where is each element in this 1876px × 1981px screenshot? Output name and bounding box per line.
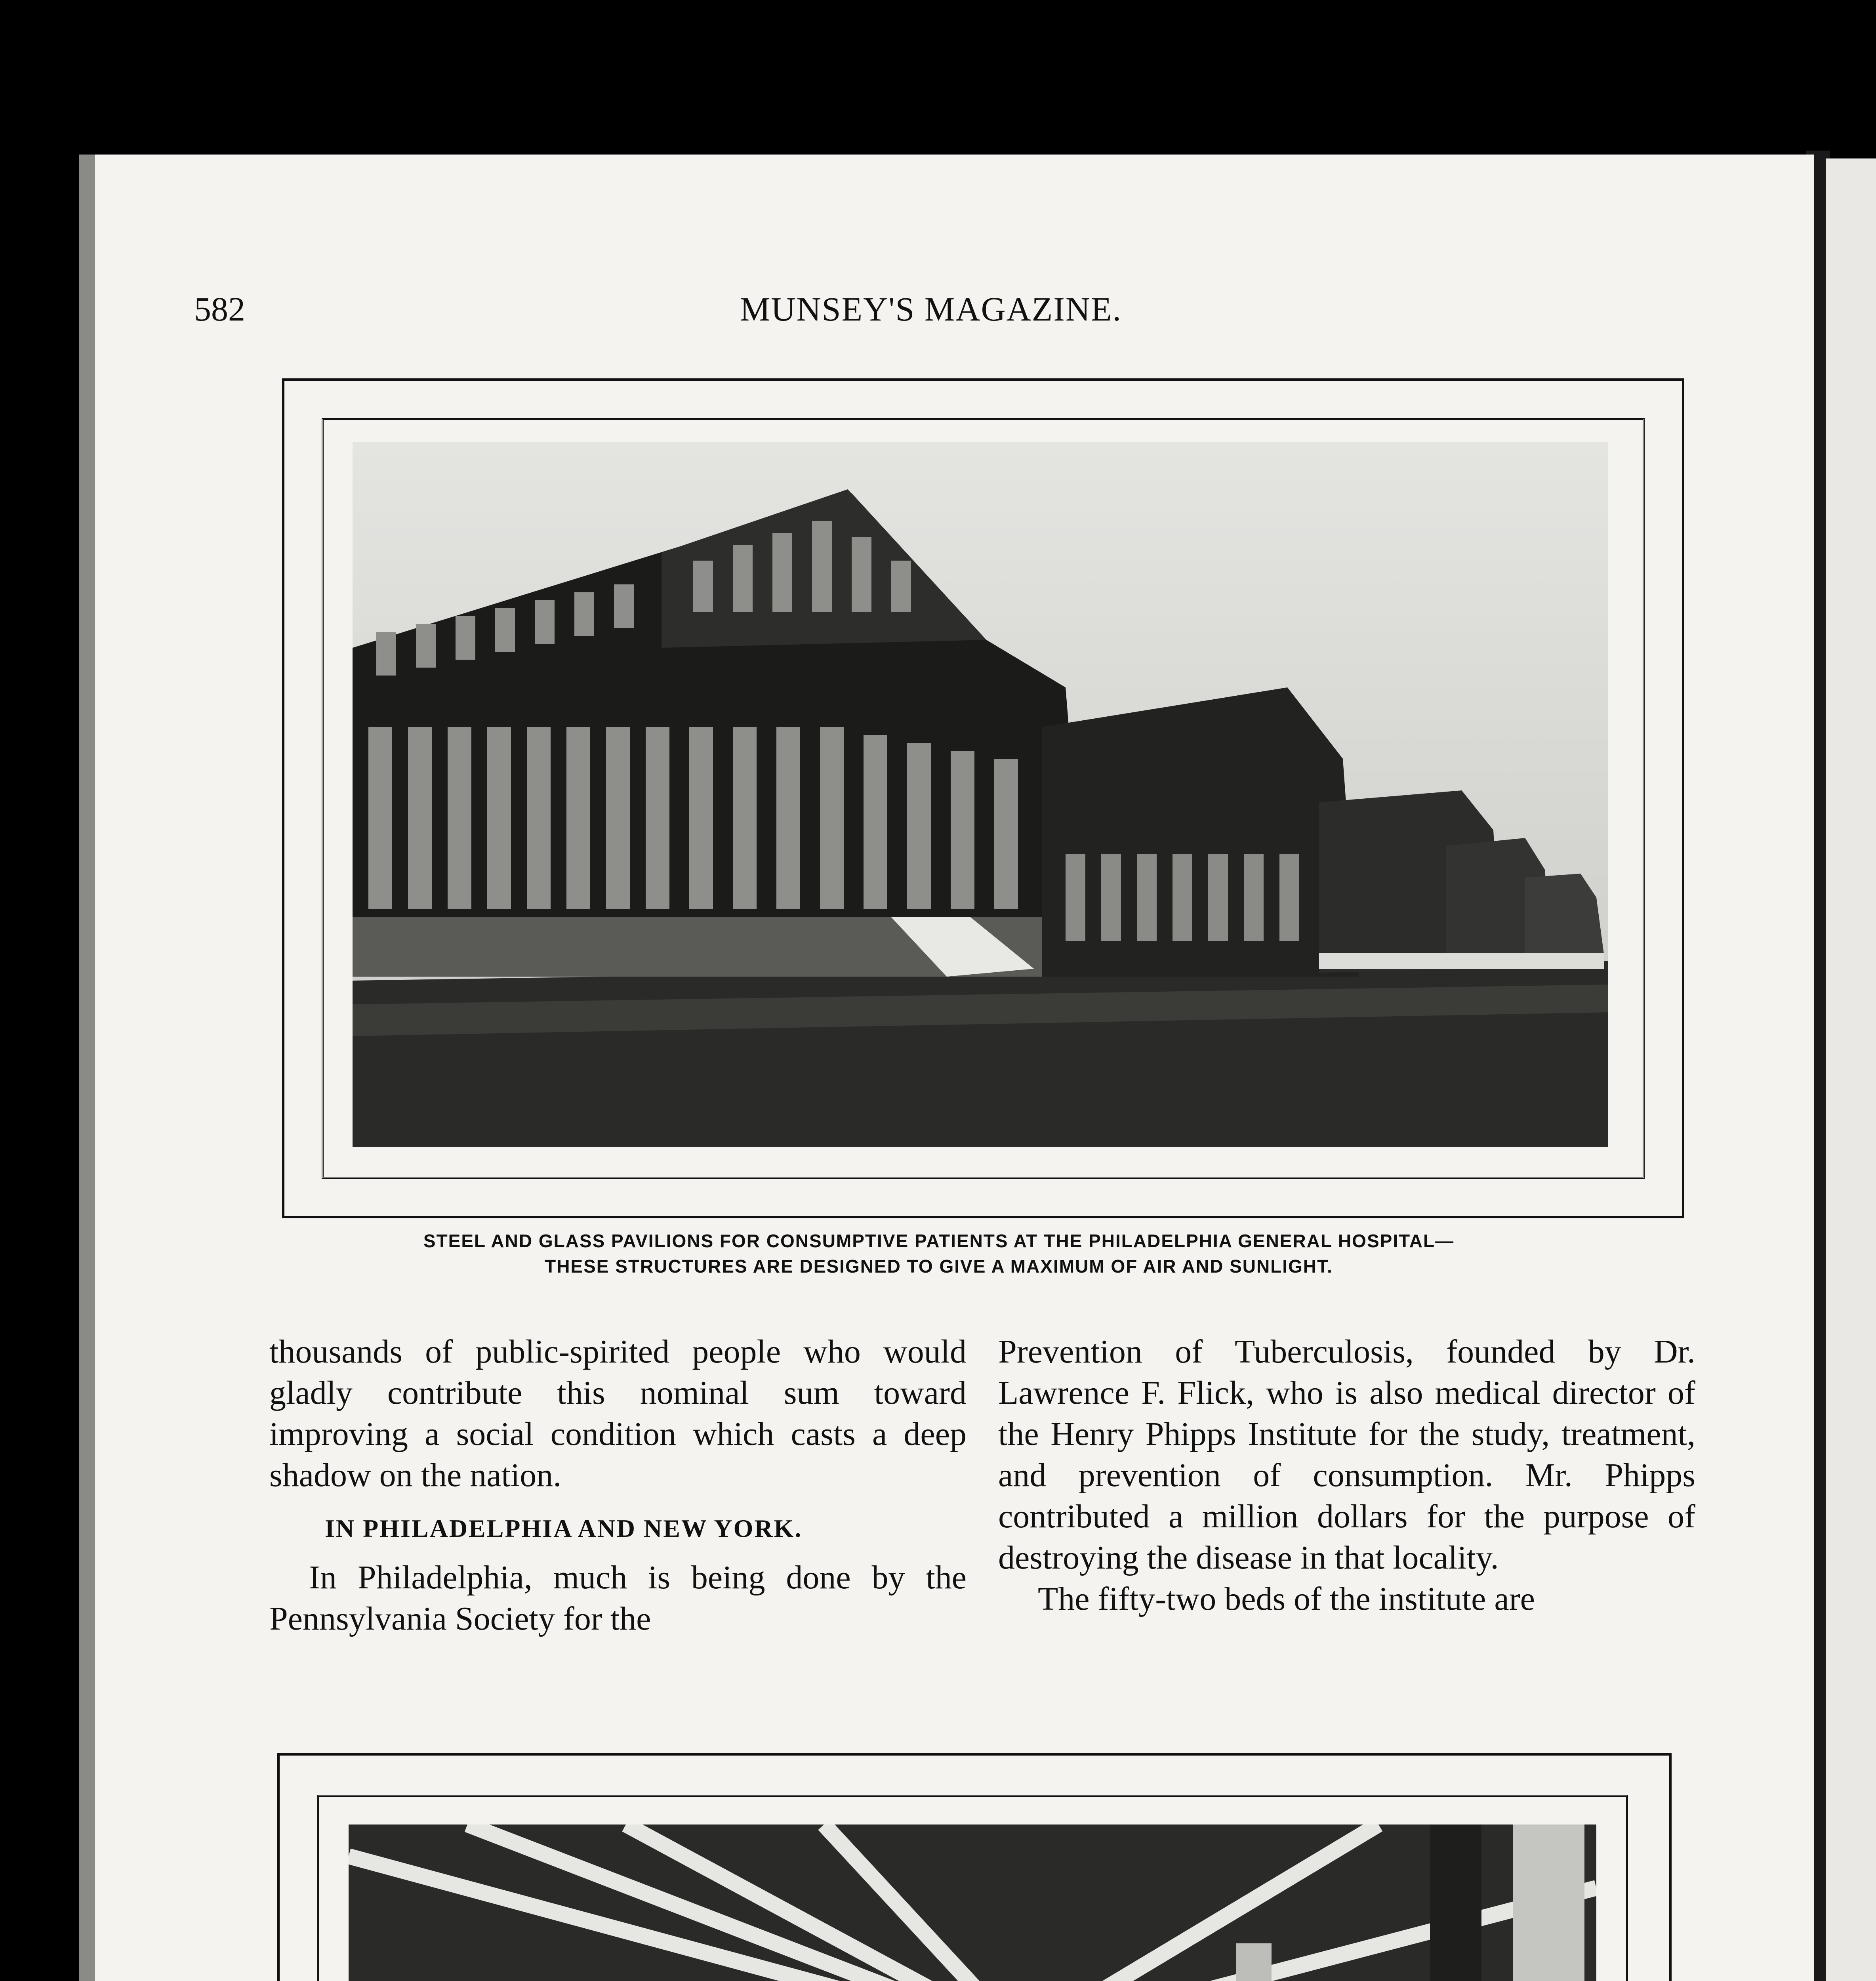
- section-heading: IN PHILADELPHIA AND NEW YORK.: [325, 1514, 803, 1542]
- right-column: [998, 1331, 1695, 1620]
- figure1-caption-line2: THESE STRUCTURES ARE DESIGNED TO GIVE A MAXIMUM OF AIR AND SUNLIGHT.: [545, 1256, 1333, 1277]
- figure1-caption: [206, 1228, 1672, 1279]
- page-header: [194, 289, 1668, 333]
- right-paragraph-1: Prevention of Tuberculosis, founded by Dr. Lawrence F. Flick, who is also medical director of the Henry Phipps Institute for the study, treatment, and prevention of consumption. Mr. Phipps contributed a million dollars for the purpose of destroying the disease in that locality.: [998, 1333, 1695, 1576]
- left-column: [269, 1331, 967, 1639]
- left-paragraph-1: thousands of public-spirited people who would gladly contribute this nominal sum toward improving a social condition which casts a deep shadow on the nation.: [269, 1333, 967, 1494]
- figure1-caption-line1: STEEL AND GLASS PAVILIONS FOR CONSUMPTIVE PATIENTS AT THE PHILADELPHIA GENERAL HOSPITAL—: [423, 1231, 1455, 1251]
- page-number: 582: [194, 290, 245, 328]
- pavilions-photo: [353, 442, 1608, 1147]
- facing-page-edge: [1826, 158, 1876, 1981]
- magazine-title: MUNSEY'S MAGAZINE.: [740, 290, 1122, 328]
- rooftop-ward-photo: [349, 1825, 1596, 1981]
- right-paragraph-2: The fifty-two beds of the institute are: [1038, 1580, 1535, 1617]
- left-paragraph-2: In Philadelphia, much is being done by the Pennsylvania Society for the: [269, 1559, 967, 1637]
